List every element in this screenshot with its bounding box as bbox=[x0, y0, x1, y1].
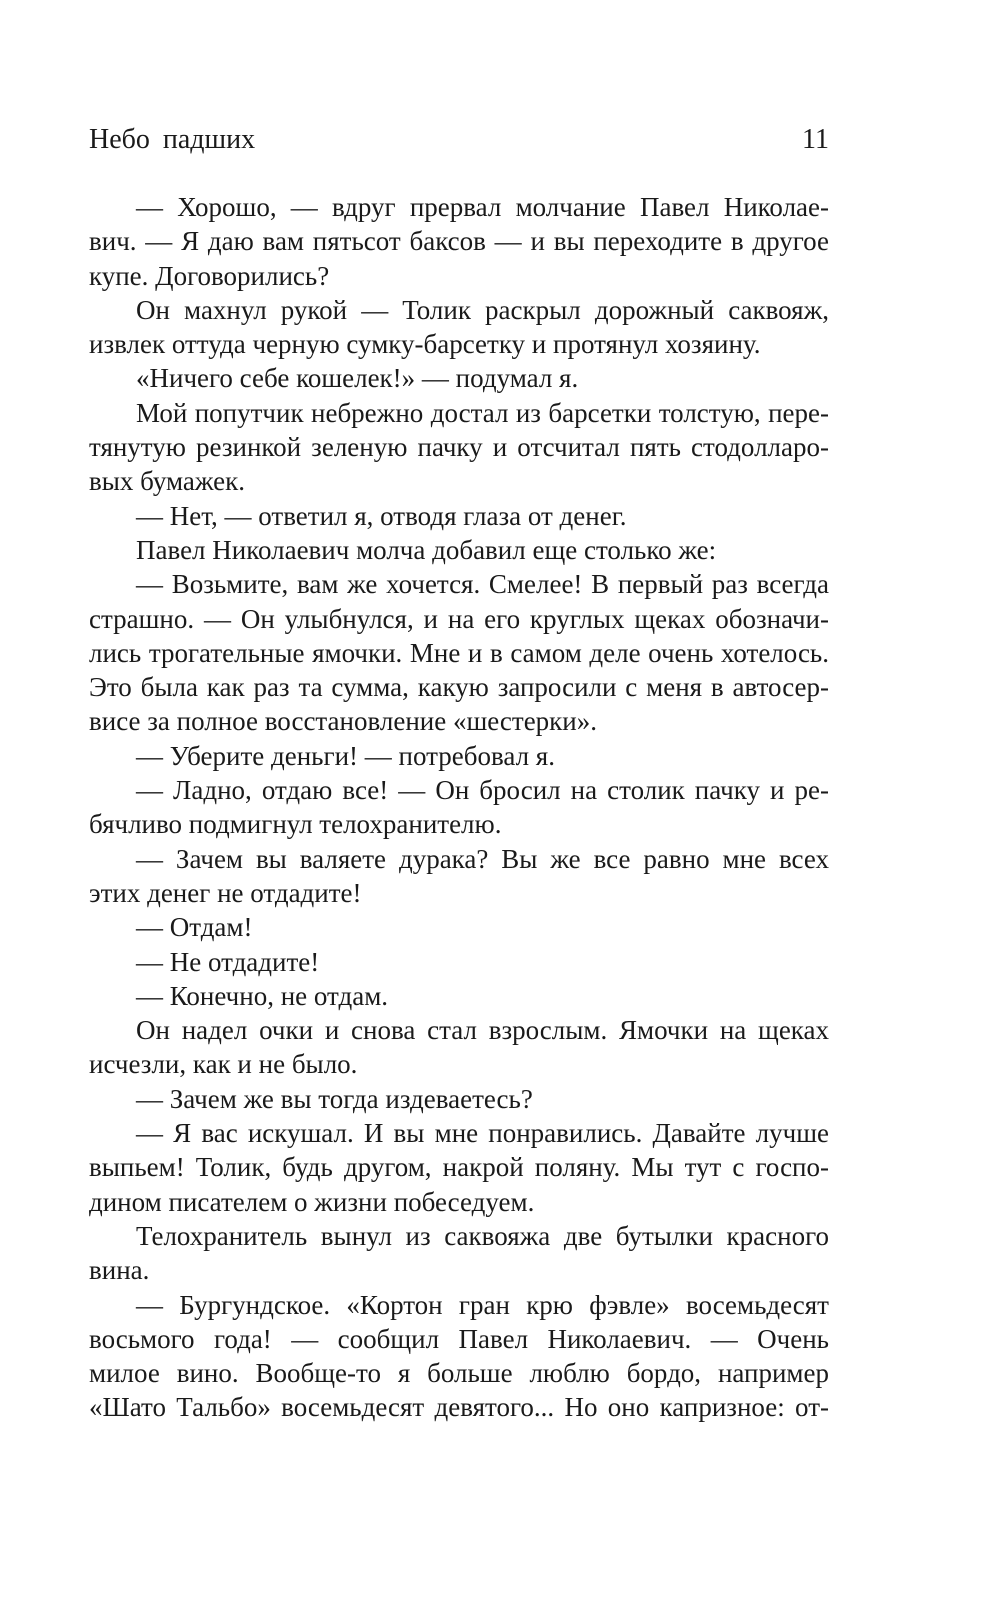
text-line: вина. bbox=[89, 1255, 150, 1286]
text-line: Мой попутчик небрежно достал из барсетки толстую, пере- bbox=[136, 397, 829, 428]
text-line: Павел Николаевич молча добавил еще столько же: bbox=[136, 534, 717, 565]
text-line: купе. Договорились? bbox=[89, 260, 330, 291]
text-line: висе за полное восстановление «шестерки». bbox=[89, 706, 598, 737]
text-line: Телохранитель вынул из саквояжа две бутылки красного bbox=[136, 1220, 829, 1251]
page-number: 11 bbox=[802, 124, 829, 155]
running-header bbox=[89, 120, 829, 160]
text-line: — Бургундское. «Кортон гран крю фэвле» восемьдесят bbox=[136, 1289, 829, 1320]
text-line: Он махнул рукой — Толик раскрыл дорожный саквояж, bbox=[136, 294, 829, 325]
text-line: вых бумажек. bbox=[89, 466, 246, 497]
text-line: — Конечно, не отдам. bbox=[136, 980, 389, 1011]
running-title: Небо падших bbox=[89, 124, 256, 155]
text-line: — Не отдадите! bbox=[136, 946, 320, 977]
text-line: исчезли, как и не было. bbox=[89, 1049, 358, 1080]
text-line: лись трогательные ямочки. Мне и в самом деле очень хотелось. bbox=[89, 637, 829, 668]
text-line: — Уберите деньги! — потребовал я. bbox=[136, 740, 555, 771]
text-line: милое вино. Вообще-то я больше люблю бордо, например bbox=[89, 1358, 829, 1389]
text-line: — Зачем вы валяете дурака? Вы же все равно мне всех bbox=[136, 843, 829, 874]
text-line: этих денег не отдадите! bbox=[89, 877, 362, 908]
text-line: тянутую резинкой зеленую пачку и отсчитал пять стодолларо- bbox=[89, 432, 829, 463]
text-line: бячливо подмигнул телохранителю. bbox=[89, 809, 502, 840]
text-line: вич. — Я даю вам пятьсот баксов — и вы переходите в другое bbox=[89, 226, 829, 257]
text-line: дином писателем о жизни побеседуем. bbox=[89, 1186, 535, 1217]
text-line: Это была как раз та сумма, какую запросили с меня в автосер- bbox=[89, 672, 829, 703]
book-page bbox=[89, 120, 829, 1425]
text-line: — Я вас искушал. И вы мне понравились. Давайте лучше bbox=[136, 1118, 829, 1149]
text-line: восьмого года! — сообщил Павел Николаевич. — Очень bbox=[89, 1323, 829, 1354]
text-line: — Хорошо, — вдруг прервал молчание Павел Николае- bbox=[136, 192, 829, 222]
text-line: страшно. — Он улыбнулся, и на его круглых щеках обозначи- bbox=[89, 603, 829, 634]
text-line: — Ладно, отдаю все! — Он бросил на столик пачку и ре- bbox=[136, 775, 829, 806]
text-line: — Зачем же вы тогда издеваетесь? bbox=[136, 1083, 533, 1114]
text-line: — Возьмите, вам же хочется. Смелее! В первый раз всегда bbox=[136, 569, 829, 600]
text-line: — Нет, — ответил я, отводя глаза от денег. bbox=[136, 500, 627, 531]
text-line: «Ничего себе кошелек!» — подумал я. bbox=[136, 363, 579, 394]
text-line: «Шато Тальбо» восемьдесят девятого... Но оно капризное: от- bbox=[89, 1392, 829, 1423]
text-line: извлек оттуда черную сумку-барсетку и протянул хозяину. bbox=[89, 329, 761, 360]
text-line: Он надел очки и снова стал взрослым. Ямочки на щеках bbox=[136, 1015, 829, 1046]
text-line: выпьем! Толик, будь другом, накрой поляну. Мы тут с госпо- bbox=[89, 1152, 829, 1183]
text-line: — Отдам! bbox=[136, 912, 253, 943]
body-text bbox=[89, 190, 829, 1425]
